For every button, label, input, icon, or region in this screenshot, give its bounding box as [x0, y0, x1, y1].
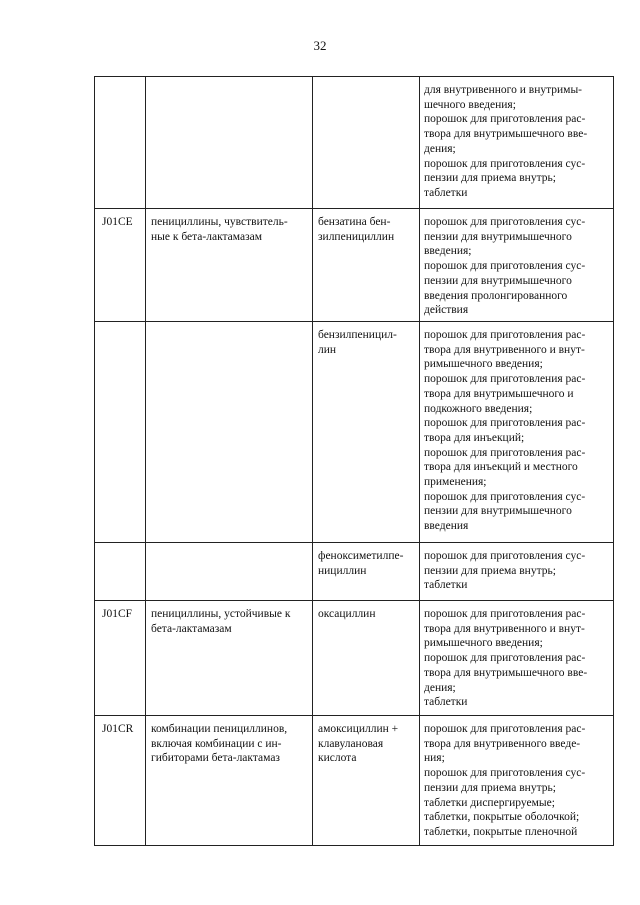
atc-code-cell: J01CF: [95, 601, 146, 716]
group-cell: [146, 543, 313, 601]
atc-code-cell: [95, 543, 146, 601]
group-cell: [146, 322, 313, 543]
group-cell: пенициллины, чувствитель- ные к бета-лактамазам: [146, 209, 313, 322]
substance-cell: амоксициллин + клавулановая кислота: [313, 716, 420, 846]
substance-cell: феноксиметилпе- нициллин: [313, 543, 420, 601]
group-cell: пенициллины, устойчивые к бета-лактамазам: [146, 601, 313, 716]
table-row: [95, 716, 614, 846]
atc-code-cell: J01CE: [95, 209, 146, 322]
substance-cell: бензатина бен- зилпенициллин: [313, 209, 420, 322]
table-row: [95, 209, 614, 322]
drug-table: [94, 76, 614, 846]
dosage-forms-cell: для внутривенного и внутримы- шечного введения; порошок для приготовления рас- твора для внутримышечного вве- дения; порошок для приготовления сус- пензии для приема внутрь; таблетки: [420, 77, 614, 209]
dosage-forms-cell: порошок для приготовления сус- пензии для внутримышечного введения; порошок для приготовления сус- пензии для внутримышечного введения пролонгированного действия: [420, 209, 614, 322]
page-number: 32: [313, 38, 327, 53]
substance-cell: [313, 77, 420, 209]
atc-code-cell: J01CR: [95, 716, 146, 846]
atc-code-cell: [95, 322, 146, 543]
group-cell: [146, 77, 313, 209]
dosage-forms-cell: порошок для приготовления сус- пензии для приема внутрь; таблетки: [420, 543, 614, 601]
table-row: [95, 601, 614, 716]
dosage-forms-cell: порошок для приготовления рас- твора для внутривенного и внут- римышечного введения; порошок для приготовления рас- твора для внутримышечного и подкожного введения; порошок для приготовления рас- твора для инъекций; порошок для приготовления рас- твора для инъекций и местного применения; порошок для приготовления сус- пензии для внутримышечного введения: [420, 322, 614, 543]
atc-code-cell: [95, 77, 146, 209]
dosage-forms-cell: порошок для приготовления рас- твора для внутривенного и внут- римышечного введения; порошок для приготовления рас- твора для внутримышечного вве- дения; таблетки: [420, 601, 614, 716]
table-row: [95, 322, 614, 543]
table-row: [95, 543, 614, 601]
group-cell: комбинации пенициллинов, включая комбинации с ин- гибиторами бета-лактамаз: [146, 716, 313, 846]
dosage-forms-cell: порошок для приготовления рас- твора для внутривенного введе- ния; порошок для приготовления сус- пензии для приема внутрь; таблетки диспергируемые; таблетки, покрытые оболочкой; таблетки, покрытые пленочной: [420, 716, 614, 846]
substance-cell: оксациллин: [313, 601, 420, 716]
table-row: [95, 77, 614, 209]
substance-cell: бензилпеницил- лин: [313, 322, 420, 543]
